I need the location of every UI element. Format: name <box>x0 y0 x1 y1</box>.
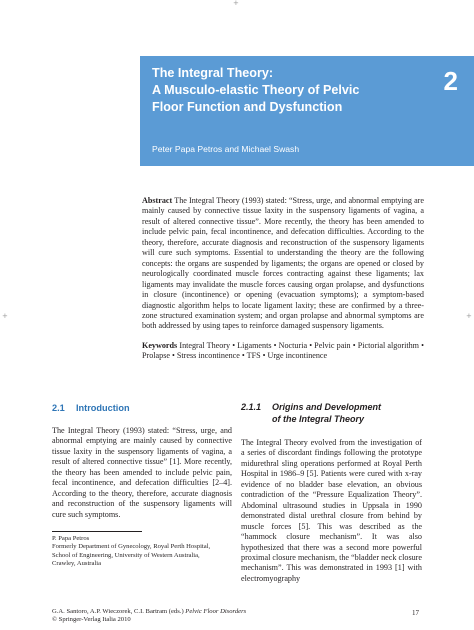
subsection-title-line-1: Origins and Development <box>272 402 382 412</box>
footnote-line: School of Engineering, University of Western Australia, <box>52 551 200 559</box>
chapter-title-banner <box>140 56 474 166</box>
page-number: 17 <box>412 609 419 617</box>
keywords-text: Integral Theory • Ligaments • Nocturia • Pelvic pain • Pictorial algorithm • Prolapse • Stress incontinence • TFS • Urge incontinence <box>142 341 424 361</box>
chapter-authors: Peter Papa Petros and Michael Swash <box>152 144 300 154</box>
origins-paragraph: The Integral Theory evolved from the investigation of a series of discordant findings following the prototype midurethral sling operations performed at Royal Perth Hospital in 1986–9 [5]. Patients were cured with x-ray evidence of no bladder base elevation, an obvious contradiction of the “Pressure Equalization Theory”. Abdominal ultrasound studies in Uppsala in 1990 demonstrated distal urethral closure from behind by muscle forces [5]. This was described as the “hammock closure mechanism”. It was also hypothesized that there was a second more powerful proximal closure mechanism, the “bladder neck closure mechanism”. This was demonstrated in 1993 [1] with electromyography <box>241 438 422 583</box>
abstract-label: Abstract <box>142 196 173 205</box>
crop-mark-left: + <box>2 312 8 320</box>
book-title: Pelvic Floor Disorders <box>185 608 247 615</box>
crop-mark-top: + <box>233 0 239 7</box>
subsection-number: 2.1.1 <box>241 402 262 412</box>
chapter-title-line-3: Floor Function and Dysfunction <box>152 100 343 114</box>
chapter-title-line-2: A Musculo-elastic Theory of Pelvic <box>152 83 360 97</box>
section-number: 2.1 <box>52 403 65 413</box>
keywords <box>142 341 424 362</box>
chapter-number: 2 <box>443 66 458 96</box>
crop-mark-right: + <box>466 312 472 320</box>
keywords-label: Keywords <box>142 341 178 350</box>
page-footer <box>52 608 432 625</box>
subsection-title-line-2: of the Integral Theory <box>272 413 365 424</box>
section-title: Introduction <box>76 403 130 413</box>
copyright-line: © Springer-Verlag Italia 2010 <box>52 616 131 624</box>
subsection-heading <box>241 402 381 425</box>
author-affiliation-footnote <box>52 535 252 568</box>
footnote-line: P. Papa Petros <box>52 535 90 542</box>
footnote-line: Formerly Department of Gynecology, Royal Perth Hospital, <box>52 543 211 551</box>
abstract <box>142 196 424 332</box>
footnote-rule <box>52 531 142 532</box>
book-citation <box>52 608 432 616</box>
chapter-title-line-1: The Integral Theory: <box>152 66 274 80</box>
citation-editors: G.A. Santoro, A.P. Wieczorek, C.I. Bartram (eds.) <box>52 608 186 615</box>
footnote-line: Crawley, Australia <box>52 559 102 567</box>
section-heading <box>52 403 130 413</box>
abstract-text: The Integral Theory (1993) stated: “Stress, urge, and abnormal emptying are mainly caused by connective tissue laxity in the suspensory ligaments of vagina, a result of altered connective tissue”. More recently, the theory has been amended to include pelvic pain, fecal incontinence, and defecation difficulties. According to the theory, therefore, accurate diagnosis and reconstruction of the suspensory ligaments will cure such symptoms. Essential to understanding the theory are the following concepts: the organs are suspended by ligaments; the organs are opened or closed by neurologically coordinated muscle forces contracting against these ligaments; lax ligaments may invalidate the muscle forces causing organ prolapse, and dysfunctions in closure (incontinence) or opening (evacuation symptoms); a symptom-based diagnostic algorithm helps to locate ligament laxity; these are confirmed by a three-zone structured examination system; and organ prolapse and abnormal symptoms are both addressed by using tapes to reinforce damaged suspensory ligaments. <box>142 196 424 331</box>
introduction-paragraph: The Integral Theory (1993) stated: “Stress, urge, and abnormal emptying are mainly caused by connective tissue laxity in the suspensory ligaments of vagina, a result of altered connective tissue” [1]. More recently, the theory has been amended to include pelvic pain, fecal incontinence, and defecation difficulties [2–4]. According to the theory, therefore, accurate diagnosis and reconstruction of the suspensory ligaments will cure such symptoms. <box>52 426 232 519</box>
